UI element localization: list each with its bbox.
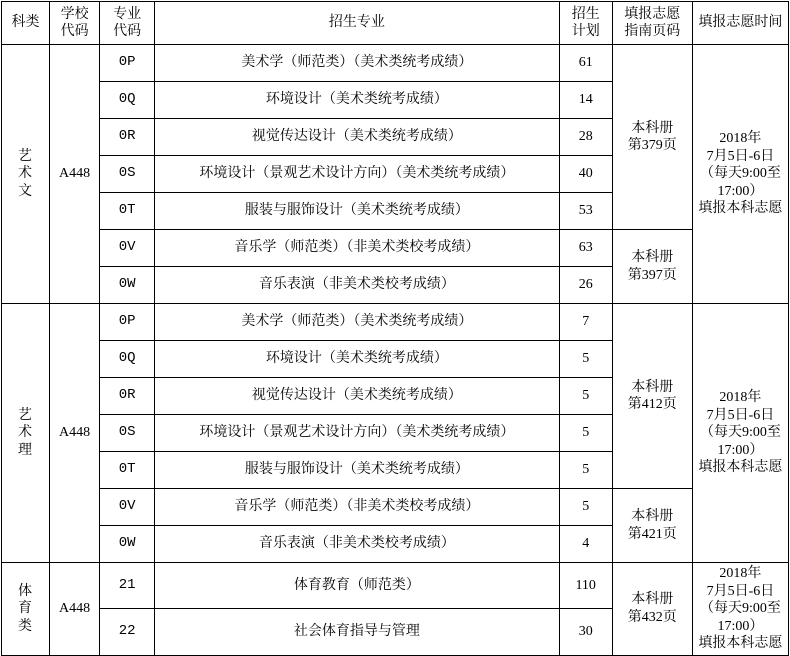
- cell-plan: 5: [559, 341, 612, 378]
- cell-major-code: 0R: [100, 119, 155, 156]
- cell-school-code: A448: [50, 563, 100, 656]
- cell-major-code: 0P: [100, 304, 155, 341]
- header-major-code-line1: 专业: [113, 6, 142, 22]
- fill-time-line: 填报本科志愿: [698, 460, 783, 476]
- cell-major-code: 0V: [100, 489, 155, 526]
- cell-major-code: 0W: [100, 526, 155, 563]
- fill-time-line: 17:00）: [717, 442, 764, 458]
- cell-fill-time: [692, 563, 788, 656]
- cell-category: 艺 术 理: [2, 304, 50, 563]
- cell-guide-page: [612, 304, 692, 489]
- table-row: [2, 304, 789, 341]
- cell-category: 艺 术 文: [2, 45, 50, 304]
- table-row: [2, 563, 789, 609]
- cell-major-name: 服装与服饰设计（美术类统考成绩）: [155, 193, 560, 230]
- cell-major-name: 音乐学（师范类）（非美术类校考成绩）: [155, 230, 560, 267]
- cell-school-code: A448: [50, 304, 100, 563]
- cell-major-code: 0Q: [100, 82, 155, 119]
- cell-major-code: 0Q: [100, 341, 155, 378]
- cell-plan: 28: [559, 119, 612, 156]
- table-header: [2, 2, 789, 45]
- guide-page-line: 本科册: [631, 250, 674, 265]
- cell-plan: 61: [559, 45, 612, 82]
- cell-major-name: 视觉传达设计（美术类统考成绩）: [155, 378, 560, 415]
- cell-major-code: 0W: [100, 267, 155, 304]
- header-plan-line1: 招生: [571, 6, 600, 22]
- cell-major-name: 音乐学（师范类）（非美术类校考成绩）: [155, 489, 560, 526]
- fill-time-line: 填报本科志愿: [698, 636, 783, 651]
- guide-page-line: 第379页: [627, 138, 677, 153]
- cell-plan: 5: [559, 415, 612, 452]
- cell-plan: 5: [559, 489, 612, 526]
- fill-time-line: 17:00）: [717, 618, 764, 634]
- header-fill-time: 填报志愿时间: [692, 2, 788, 45]
- header-school-code-line1: 学校: [60, 6, 89, 22]
- guide-page-line: 第412页: [627, 397, 677, 412]
- cell-major-name: 环境设计（美术类统考成绩）: [155, 82, 560, 119]
- guide-page-line: 本科册: [631, 120, 674, 136]
- fill-time-line: （每天9:00至: [699, 425, 781, 441]
- cell-plan: 5: [559, 378, 612, 415]
- table-body: [2, 45, 789, 656]
- cell-school-code: A448: [50, 45, 100, 304]
- cell-major-code: 0V: [100, 230, 155, 267]
- header-guide-page: [612, 2, 692, 45]
- cell-plan: 5: [559, 452, 612, 489]
- guide-page-line: 第421页: [627, 526, 677, 542]
- header-school-code: [50, 2, 100, 45]
- cell-major-name: 社会体育指导与管理: [155, 609, 560, 655]
- cell-plan: 26: [559, 267, 612, 304]
- cell-plan: 14: [559, 82, 612, 119]
- guide-page-line: 本科册: [631, 509, 674, 524]
- cell-major-name: 环境设计（景观艺术设计方向）（美术类统考成绩）: [155, 415, 560, 452]
- cell-major-code: 21: [100, 563, 155, 609]
- cell-major-name: 服装与服饰设计（美术类统考成绩）: [155, 452, 560, 489]
- cell-major-code: 0T: [100, 452, 155, 489]
- cell-plan: 53: [559, 193, 612, 230]
- fill-time-line: 17:00）: [717, 183, 764, 199]
- cell-plan: 110: [559, 563, 612, 609]
- header-plan: [559, 2, 612, 45]
- cell-major-code: 0T: [100, 193, 155, 230]
- table-row: [2, 230, 789, 267]
- header-guide-page-line1: 填报志愿: [624, 6, 681, 22]
- cell-guide-page: [612, 230, 692, 304]
- guide-page-line: 第432页: [627, 609, 677, 625]
- header-plan-line2: 计划: [571, 24, 600, 39]
- cell-major-name: 音乐表演（非美术类校考成绩）: [155, 267, 560, 304]
- cell-plan: 63: [559, 230, 612, 267]
- cell-plan: 4: [559, 526, 612, 563]
- fill-time-line: 2018年: [719, 390, 762, 406]
- header-row: [2, 2, 789, 45]
- cell-major-name: 视觉传达设计（美术类统考成绩）: [155, 119, 560, 156]
- guide-page-line: 本科册: [631, 379, 674, 395]
- cell-plan: 40: [559, 156, 612, 193]
- fill-time-line: （每天9:00至: [699, 166, 781, 182]
- cell-major-name: 体育教育（师范类）: [155, 563, 560, 609]
- fill-time-line: 7月5日-6日: [706, 583, 775, 599]
- cell-plan: 7: [559, 304, 612, 341]
- cell-fill-time: [692, 304, 788, 563]
- cell-major-name: 环境设计（美术类统考成绩）: [155, 341, 560, 378]
- fill-time-line: 2018年: [719, 566, 762, 581]
- guide-page-line: 第397页: [627, 267, 677, 283]
- header-school-code-line2: 代码: [60, 24, 89, 39]
- cell-guide-page: [612, 563, 692, 656]
- fill-time-line: 7月5日-6日: [706, 148, 775, 164]
- admission-plan-sheet: [0, 1, 790, 651]
- cell-major-code: 0P: [100, 45, 155, 82]
- cell-major-code: 0R: [100, 378, 155, 415]
- header-major-code: [100, 2, 155, 45]
- header-major-code-line2: 代码: [113, 24, 142, 39]
- cell-fill-time: [692, 45, 788, 304]
- cell-plan: 30: [559, 609, 612, 655]
- cell-major-code: 22: [100, 609, 155, 655]
- cell-guide-page: [612, 45, 692, 230]
- table-row: [2, 489, 789, 526]
- cell-major-name: 美术学（师范类）（美术类统考成绩）: [155, 45, 560, 82]
- fill-time-line: 2018年: [719, 131, 762, 147]
- table-row: [2, 45, 789, 82]
- cell-major-name: 环境设计（景观艺术设计方向）（美术类统考成绩）: [155, 156, 560, 193]
- fill-time-line: 填报本科志愿: [698, 201, 783, 217]
- cell-major-name: 美术学（师范类）（美术类统考成绩）: [155, 304, 560, 341]
- header-major-name: 招生专业: [155, 2, 560, 45]
- header-category: 科类: [2, 2, 50, 45]
- cell-major-name: 音乐表演（非美术类校考成绩）: [155, 526, 560, 563]
- header-guide-page-line2: 指南页码: [624, 24, 681, 39]
- cell-major-code: 0S: [100, 415, 155, 452]
- fill-time-line: （每天9:00至: [699, 601, 781, 616]
- fill-time-line: 7月5日-6日: [706, 407, 775, 423]
- admission-plan-table: [1, 1, 789, 656]
- guide-page-line: 本科册: [631, 592, 674, 608]
- cell-category: 体 育 类: [2, 563, 50, 656]
- cell-guide-page: [612, 489, 692, 563]
- cell-major-code: 0S: [100, 156, 155, 193]
